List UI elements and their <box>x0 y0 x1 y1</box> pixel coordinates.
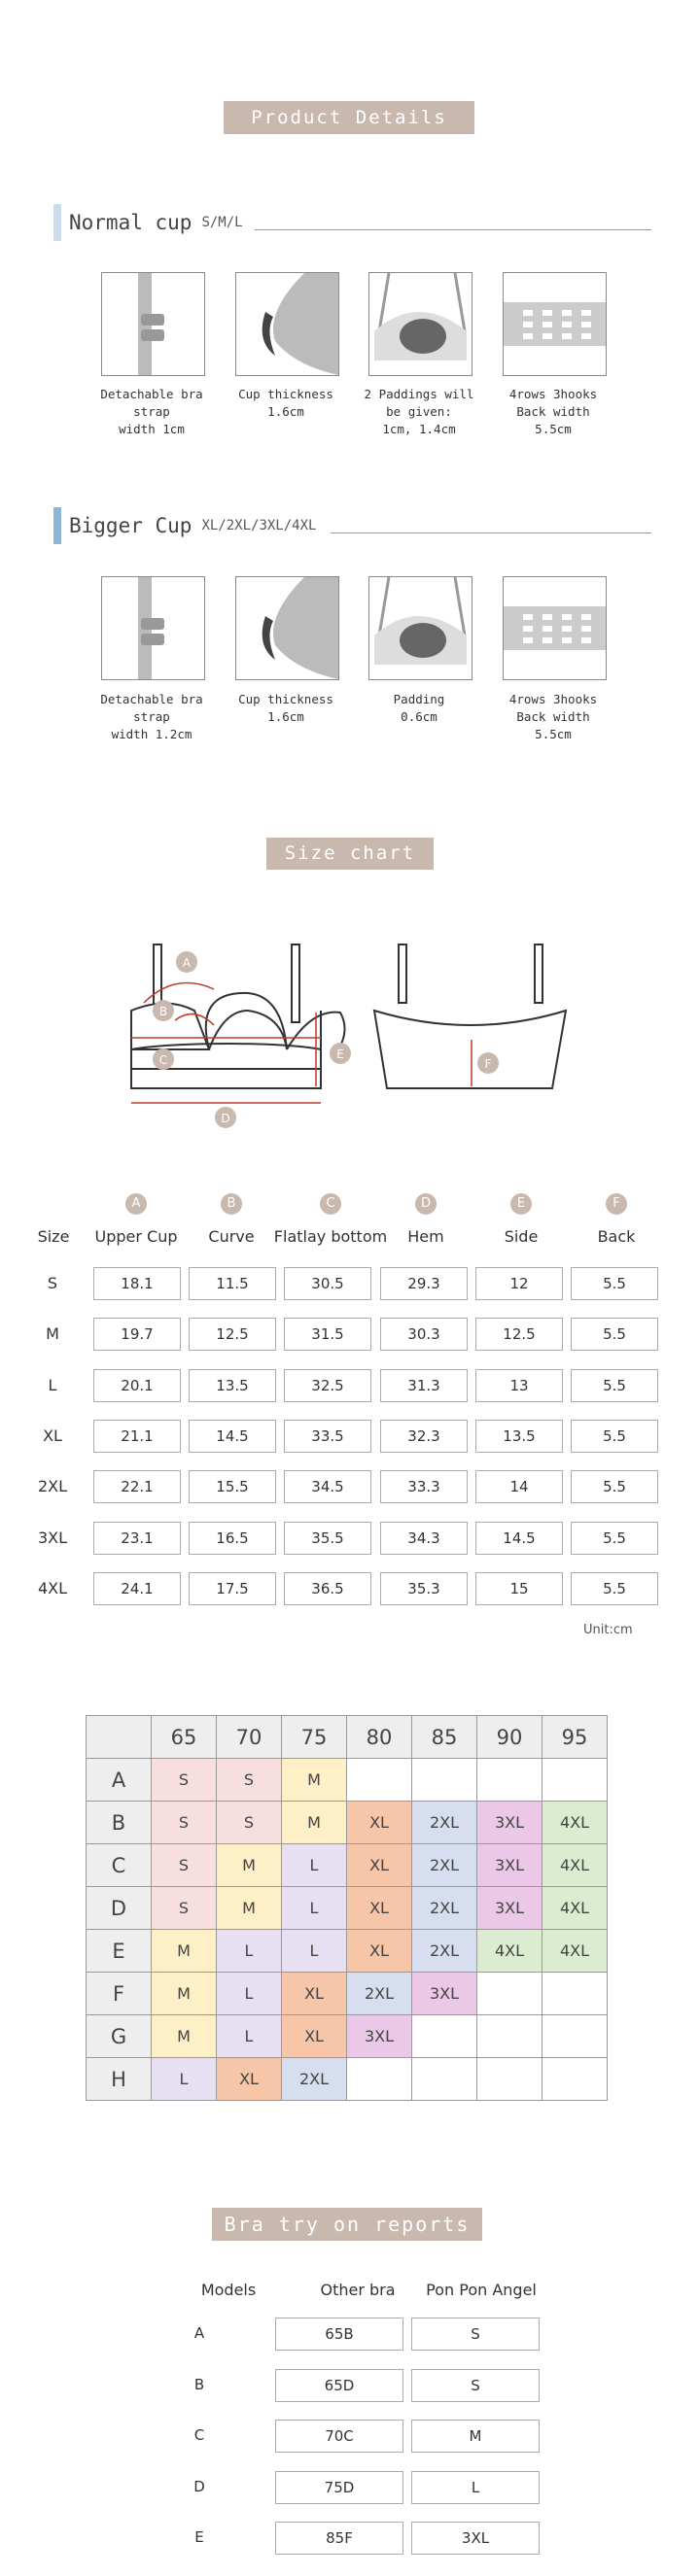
band-header: 95 <box>542 1716 608 1759</box>
report-model: D <box>193 2477 205 2495</box>
size-cell: XL <box>282 1973 347 2015</box>
size-cell: 5.5 <box>571 1369 658 1402</box>
size-cell: 3XL <box>477 1844 542 1887</box>
normal-cup-header <box>53 204 243 241</box>
hook-icon <box>503 272 607 376</box>
report-ponpon: 3XL <box>411 2522 540 2555</box>
report-other-bra: 65D <box>275 2369 403 2402</box>
size-cell: S <box>152 1887 217 1930</box>
size-cell: 13.5 <box>475 1420 563 1453</box>
size-cell: XL <box>347 1887 412 1930</box>
size-cell: 14.5 <box>475 1522 563 1555</box>
size-col-header: Back <box>597 1227 636 1246</box>
size-cell: 14.5 <box>189 1420 276 1453</box>
bigger-cup-sizes: XL/2XL/3XL/4XL <box>201 518 317 533</box>
size-cell: 2XL <box>412 1887 477 1930</box>
size-col-header: Hem <box>407 1227 444 1246</box>
report-ponpon: S <box>411 2369 540 2402</box>
size-cell: 35.3 <box>380 1572 468 1605</box>
size-cell: 4XL <box>542 1930 608 1973</box>
size-row-label: 2XL <box>37 1477 68 1496</box>
size-cell: 5.5 <box>571 1470 658 1503</box>
cup-header: A <box>87 1759 152 1802</box>
size-cell: 3XL <box>347 2015 412 2058</box>
size-cell: 2XL <box>412 1930 477 1973</box>
bigger-cup-header <box>53 507 316 544</box>
size-cell: 31.5 <box>284 1318 371 1351</box>
size-col-header: Flatlay bottom <box>273 1227 388 1246</box>
normal-caption-2: Cup thickness 1.6cm <box>238 387 333 419</box>
circle-B: B <box>221 1193 242 1215</box>
cup-header: E <box>87 1930 152 1973</box>
size-cell: L <box>282 1930 347 1973</box>
size-cell <box>347 1759 412 1802</box>
size-cell: 30.5 <box>284 1267 371 1300</box>
diagram-label-a: A <box>182 956 192 970</box>
divider <box>331 532 651 533</box>
cup-header: G <box>87 2015 152 2058</box>
divider <box>255 229 651 230</box>
size-row-label: S <box>47 1274 58 1292</box>
circle-C: C <box>320 1193 341 1215</box>
normal-caption-1: Detachable bra strap width 1cm <box>100 387 203 436</box>
size-cell: 36.5 <box>284 1572 371 1605</box>
size-cell: 5.5 <box>571 1522 658 1555</box>
diagram-label-f: F <box>484 1057 492 1071</box>
bigger-caption-3: Padding 0.6cm <box>393 692 445 724</box>
size-cell: S <box>152 1802 217 1844</box>
size-cell <box>542 2058 608 2101</box>
size-cell: 18.1 <box>93 1267 181 1300</box>
size-cell: XL <box>217 2058 282 2101</box>
diagram-label-c: C <box>158 1053 168 1067</box>
bigger-cup-title: Bigger Cup <box>69 514 192 537</box>
diagram-label-b: B <box>158 1005 168 1018</box>
size-cell <box>412 1759 477 1802</box>
size-cell: L <box>282 1887 347 1930</box>
product-details-pill: Product Details <box>224 101 474 134</box>
size-cell: 13.5 <box>189 1369 276 1402</box>
size-cell: 32.5 <box>284 1369 371 1402</box>
bigger-caption-1: Detachable bra strap width 1.2cm <box>100 692 203 741</box>
size-cell: M <box>152 1930 217 1973</box>
cup-header: F <box>87 1973 152 2015</box>
normal-cup-sizes: S/M/L <box>201 215 243 230</box>
size-col-header: Upper Cup <box>94 1227 178 1246</box>
report-other-bra: 65B <box>275 2318 403 2351</box>
size-cell: 33.3 <box>380 1470 468 1503</box>
size-cell: L <box>217 1930 282 1973</box>
size-cell: 15 <box>475 1572 563 1605</box>
size-col-header: Side <box>504 1227 539 1246</box>
size-cell <box>477 1973 542 2015</box>
size-cell <box>542 2015 608 2058</box>
size-cell: 32.3 <box>380 1420 468 1453</box>
size-cell: 33.5 <box>284 1420 371 1453</box>
normal-cup-title: Normal cup <box>69 211 192 234</box>
size-cell: M <box>152 2015 217 2058</box>
size-col-header: Curve <box>208 1227 255 1246</box>
cup-thickness-icon <box>235 272 339 376</box>
circle-A: A <box>125 1193 147 1215</box>
size-cell <box>542 1759 608 1802</box>
size-cell: 12.5 <box>475 1318 563 1351</box>
size-cell: XL <box>347 1844 412 1887</box>
cup-header: H <box>87 2058 152 2101</box>
unit-label: Unit:cm <box>583 1623 633 1637</box>
band-header: 80 <box>347 1716 412 1759</box>
size-cell: 3XL <box>412 1973 477 2015</box>
size-cell: S <box>152 1844 217 1887</box>
size-cell: 16.5 <box>189 1522 276 1555</box>
size-cell: 29.3 <box>380 1267 468 1300</box>
cup-header: C <box>87 1844 152 1887</box>
bigger-caption-2: Cup thickness 1.6cm <box>238 692 333 724</box>
size-cell <box>412 2015 477 2058</box>
strap-icon <box>101 576 205 680</box>
cup-header: B <box>87 1802 152 1844</box>
padding-icon <box>368 272 472 376</box>
size-cell: 34.3 <box>380 1522 468 1555</box>
hook-icon <box>503 576 607 680</box>
size-cell <box>542 1973 608 2015</box>
size-cell: S <box>217 1802 282 1844</box>
size-cell: XL <box>347 1930 412 1973</box>
size-cell: 4XL <box>542 1887 608 1930</box>
size-cell: 13 <box>475 1369 563 1402</box>
size-cell: 2XL <box>347 1973 412 2015</box>
size-cell <box>347 2058 412 2101</box>
size-cell: 12 <box>475 1267 563 1300</box>
size-matrix <box>86 1715 608 2101</box>
report-other-bra: 85F <box>275 2522 403 2555</box>
size-cell: 23.1 <box>93 1522 181 1555</box>
size-row-label: 4XL <box>37 1578 68 1597</box>
size-cell: 5.5 <box>571 1267 658 1300</box>
circle-D: D <box>415 1193 437 1215</box>
size-cell: S <box>152 1759 217 1802</box>
size-cell: 20.1 <box>93 1369 181 1402</box>
normal-caption-4: 4rows 3hooks Back width 5.5cm <box>508 387 598 436</box>
report-ponpon: L <box>411 2471 540 2504</box>
size-cell: 31.3 <box>380 1369 468 1402</box>
band-header: 75 <box>282 1716 347 1759</box>
strap-icon <box>101 272 205 376</box>
size-cell: M <box>217 1887 282 1930</box>
band-header: 70 <box>217 1716 282 1759</box>
circle-F: F <box>606 1193 627 1215</box>
size-chart-pill: Size chart <box>266 838 434 870</box>
size-cell <box>412 2058 477 2101</box>
report-model: B <box>193 2375 205 2393</box>
band-header: 90 <box>477 1716 542 1759</box>
size-row-label: M <box>46 1324 59 1344</box>
size-cell: 24.1 <box>93 1572 181 1605</box>
size-cell: 5.5 <box>571 1318 658 1351</box>
size-cell: 2XL <box>412 1844 477 1887</box>
size-cell: 3XL <box>477 1887 542 1930</box>
bigger-caption-4: 4rows 3hooks Back width 5.5cm <box>508 692 598 741</box>
diagram-label-d: D <box>221 1112 230 1125</box>
size-row-label: XL <box>43 1425 62 1445</box>
size-row-label: L <box>48 1375 57 1394</box>
size-cell: M <box>152 1973 217 2015</box>
report-model: E <box>194 2528 204 2546</box>
size-cell: S <box>217 1759 282 1802</box>
diagram-label-e: E <box>336 1048 344 1061</box>
size-row-label: 3XL <box>37 1528 68 1547</box>
size-cell: L <box>282 1844 347 1887</box>
size-header-label: Size <box>37 1227 70 1246</box>
size-cell: 4XL <box>542 1844 608 1887</box>
size-cell: XL <box>347 1802 412 1844</box>
size-cell: 15.5 <box>189 1470 276 1503</box>
size-cell: 21.1 <box>93 1420 181 1453</box>
size-cell: L <box>217 1973 282 2015</box>
size-cell: M <box>282 1802 347 1844</box>
size-cell <box>477 2015 542 2058</box>
bra-measurement-diagram <box>117 933 603 1147</box>
size-cell: 12.5 <box>189 1318 276 1351</box>
size-cell: 17.5 <box>189 1572 276 1605</box>
cup-thickness-icon <box>235 576 339 680</box>
size-cell: 11.5 <box>189 1267 276 1300</box>
report-ponpon: S <box>411 2318 540 2351</box>
report-header: Pon Pon Angel <box>426 2281 537 2299</box>
report-model: C <box>193 2426 205 2444</box>
size-cell: 22.1 <box>93 1470 181 1503</box>
size-cell: 3XL <box>477 1802 542 1844</box>
band-header: 85 <box>412 1716 477 1759</box>
size-cell: 19.7 <box>93 1318 181 1351</box>
size-cell: L <box>217 2015 282 2058</box>
padding-icon <box>368 576 472 680</box>
size-cell: 2XL <box>282 2058 347 2101</box>
circle-E: E <box>510 1193 532 1215</box>
report-other-bra: 75D <box>275 2471 403 2504</box>
size-cell: 5.5 <box>571 1572 658 1605</box>
band-header: 65 <box>152 1716 217 1759</box>
report-header: Models <box>200 2281 257 2299</box>
size-cell <box>477 1759 542 1802</box>
grid-corner <box>87 1716 152 1759</box>
size-cell: L <box>152 2058 217 2101</box>
size-cell: 4XL <box>542 1802 608 1844</box>
size-cell: 4XL <box>477 1930 542 1973</box>
report-ponpon: M <box>411 2420 540 2453</box>
report-header: Other bra <box>320 2281 396 2299</box>
size-cell: M <box>217 1844 282 1887</box>
size-cell: 14 <box>475 1470 563 1503</box>
size-cell: 2XL <box>412 1802 477 1844</box>
cup-header: D <box>87 1887 152 1930</box>
size-cell: M <box>282 1759 347 1802</box>
normal-caption-3: 2 Paddings will be given: 1cm, 1.4cm <box>364 387 474 436</box>
size-cell: 5.5 <box>571 1420 658 1453</box>
size-cell: 34.5 <box>284 1470 371 1503</box>
size-cell: 35.5 <box>284 1522 371 1555</box>
report-other-bra: 70C <box>275 2420 403 2453</box>
reports-pill: Bra try on reports <box>212 2208 482 2241</box>
size-cell: 30.3 <box>380 1318 468 1351</box>
size-cell <box>477 2058 542 2101</box>
report-model: A <box>193 2324 205 2342</box>
size-cell: XL <box>282 2015 347 2058</box>
